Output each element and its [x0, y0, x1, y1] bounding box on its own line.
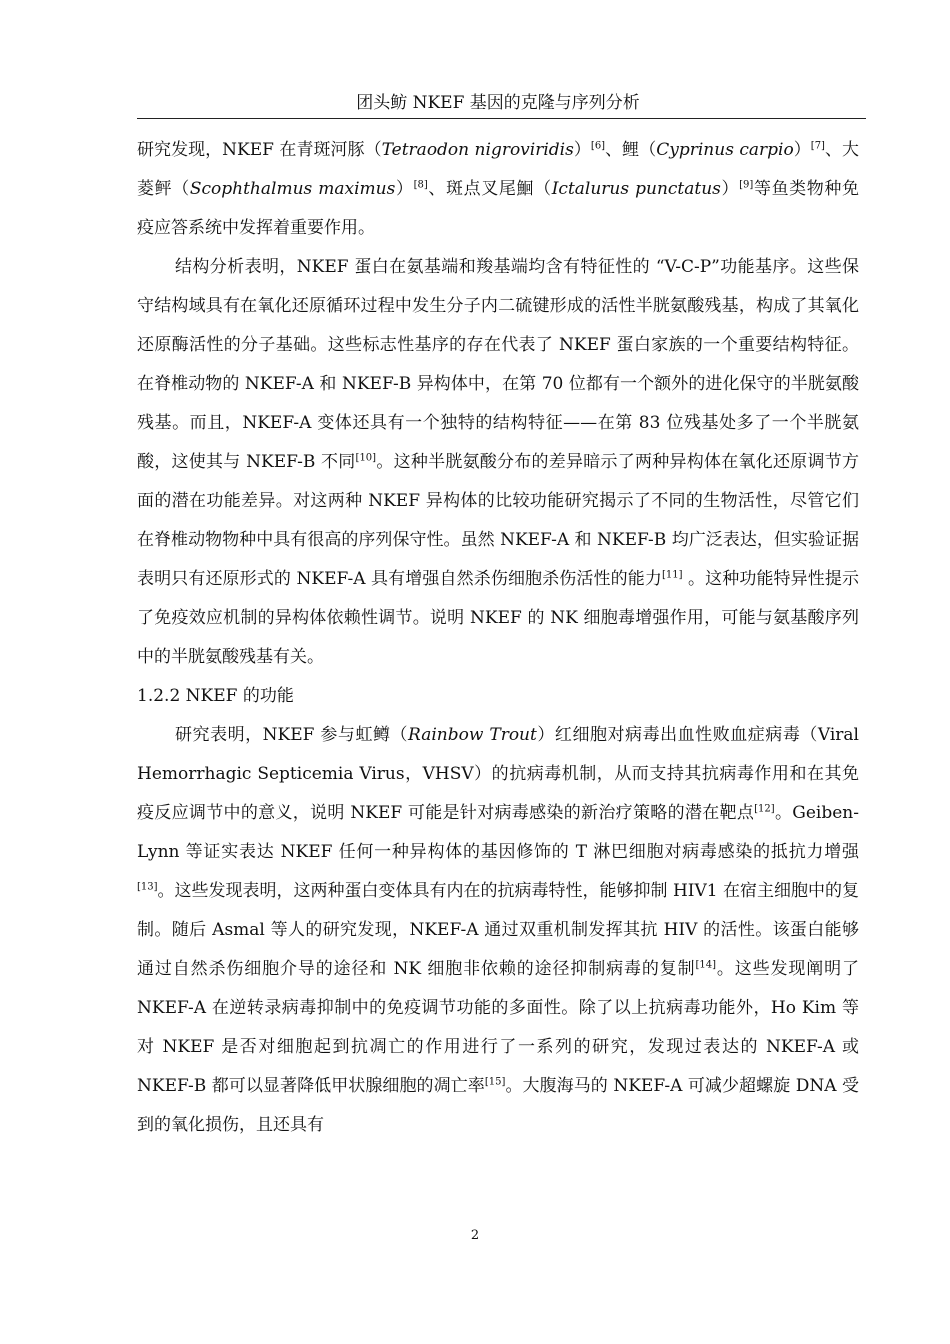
species-name: Scophthalmus maximus [189, 179, 396, 199]
paragraph-structure-analysis [137, 248, 859, 677]
text-run: 、鲤（ [605, 140, 657, 160]
species-name: Tetraodon nigroviridis [381, 140, 574, 160]
citation-ref: [15] [484, 1076, 506, 1088]
text-run: ） [793, 140, 811, 160]
citation-ref: [9] [739, 179, 754, 191]
species-name: Rainbow Trout [408, 725, 537, 745]
text-run: 结构分析表明，NKEF 蛋白在氨基端和羧基端均含有特征性的 “V-C-P”功能基序。这些保守结构域具有在氧化还原循环过程中发生分子内二硫键形成的活性半胱氨酸残基，构成了其氧化还原酶活性的分子基础。这些标志性基序的存在代表了 NKEF 蛋白家族的一个重要结构特征。在脊椎动物的 NKEF-A 和 NKEF-B 异构体中，在第 70 位都有一个额外的进化保守的半胱氨酸残基。而且，NKEF-A 变体还具有一个独特的结构特征——在第 83 位残基处多了一个半胱氨酸，这使其与 NKEF-B 不同 [137, 257, 859, 472]
text-run: ） [395, 179, 414, 199]
text-run: ）红细胞对病毒出血性败血症病毒（Viral Hemorrhagic Septicemia Virus，VHSV）的抗病毒机制，从而支持其抗病毒作用和在其免疫反应调节中的意义，说明 NKEF 可能是针对病毒感染的新治疗策略的潜在靶点 [137, 725, 859, 823]
species-name: Ictalurus punctatus [551, 179, 721, 199]
text-run: ） [573, 140, 591, 160]
citation-ref: [6] [590, 140, 606, 152]
citation-ref: [11] [661, 569, 683, 581]
text-run: 。这些发现阐明了 NKEF-A 在逆转录病毒抑制中的免疫调节功能的多面性。除了以上抗病毒功能外，Ho Kim 等对 NKEF 是否对细胞起到抗凋亡的作用进行了一系列的研究，发现过表达的 NKEF-A 或 NKEF-B 都可以显著降低甲状腺细胞的凋亡率 [137, 959, 860, 1096]
citation-ref: [10] [355, 452, 377, 464]
header-divider [137, 118, 866, 119]
paragraph-fish-immunity [137, 131, 859, 248]
citation-ref: [12] [754, 803, 775, 815]
text-run: ） [720, 179, 740, 199]
text-run: 研究表明，NKEF 参与虹鳟（ [175, 725, 409, 745]
document-body [137, 131, 859, 1145]
text-run: 。这种功能特异性提示了免疫效应机制的异构体依赖性调节。说明 NKEF 的 NK 细胞毒增强作用，可能与氨基酸序列中的半胱氨酸残基有关。 [137, 569, 859, 667]
text-run: 。这些发现表明，这两种蛋白变体具有内在的抗病毒特性，能够抑制 HIV1 在宿主细胞中的复制。随后 Asmal 等人的研究发现，NKEF-A 通过双重机制发挥其抗 HIV 的活性。该蛋白能够通过自然杀伤细胞介导的途径和 NK 细胞非依赖的途径抑制病毒的复制 [137, 881, 859, 979]
text-run: 。这种半胱氨酸分布的差异暗示了两种异构体在氧化还原调节方面的潜在功能差异。对这两种 NKEF 异构体的比较功能研究揭示了不同的生物活性，尽管它们在脊椎动物物种中具有很高的序列保守性。虽然 NKEF-A 和 NKEF-B 均广泛表达，但实验证据表明只有还原形式的 NKEF-A 具有增强自然杀伤细胞杀伤活性的能力 [137, 452, 860, 589]
paragraph-nkef-function [137, 716, 859, 1145]
text-run: 。大腹海马的 NKEF-A 可减少超螺旋 DNA 受到的氧化损伤，且还具有 [137, 1076, 859, 1135]
citation-ref: [14] [695, 959, 717, 971]
citation-ref: [7] [810, 140, 825, 152]
text-run: 、大菱鲆（ [137, 140, 860, 199]
running-header: 团头鲂 NKEF 基因的克隆与序列分析 [356, 93, 640, 113]
page-number: 2 [470, 1228, 480, 1243]
text-run: 、斑点叉尾鮰（ [427, 179, 552, 199]
section-heading: 1.2.2 NKEF 的功能 [137, 686, 294, 706]
citation-ref: [8] [413, 179, 428, 191]
text-run: 研究发现，NKEF 在青斑河豚（ [137, 140, 382, 160]
citation-ref: [13] [137, 881, 158, 893]
species-name: Cyprinus carpio [656, 140, 794, 160]
text-run: 等鱼类物种免疫应答系统中发挥着重要作用。 [137, 179, 860, 238]
text-run: 。Geiben-Lynn 等证实表达 NKEF 任何一种异构体的基因修饰的 T 淋巴细胞对病毒感染的抵抗力增强 [137, 803, 859, 862]
